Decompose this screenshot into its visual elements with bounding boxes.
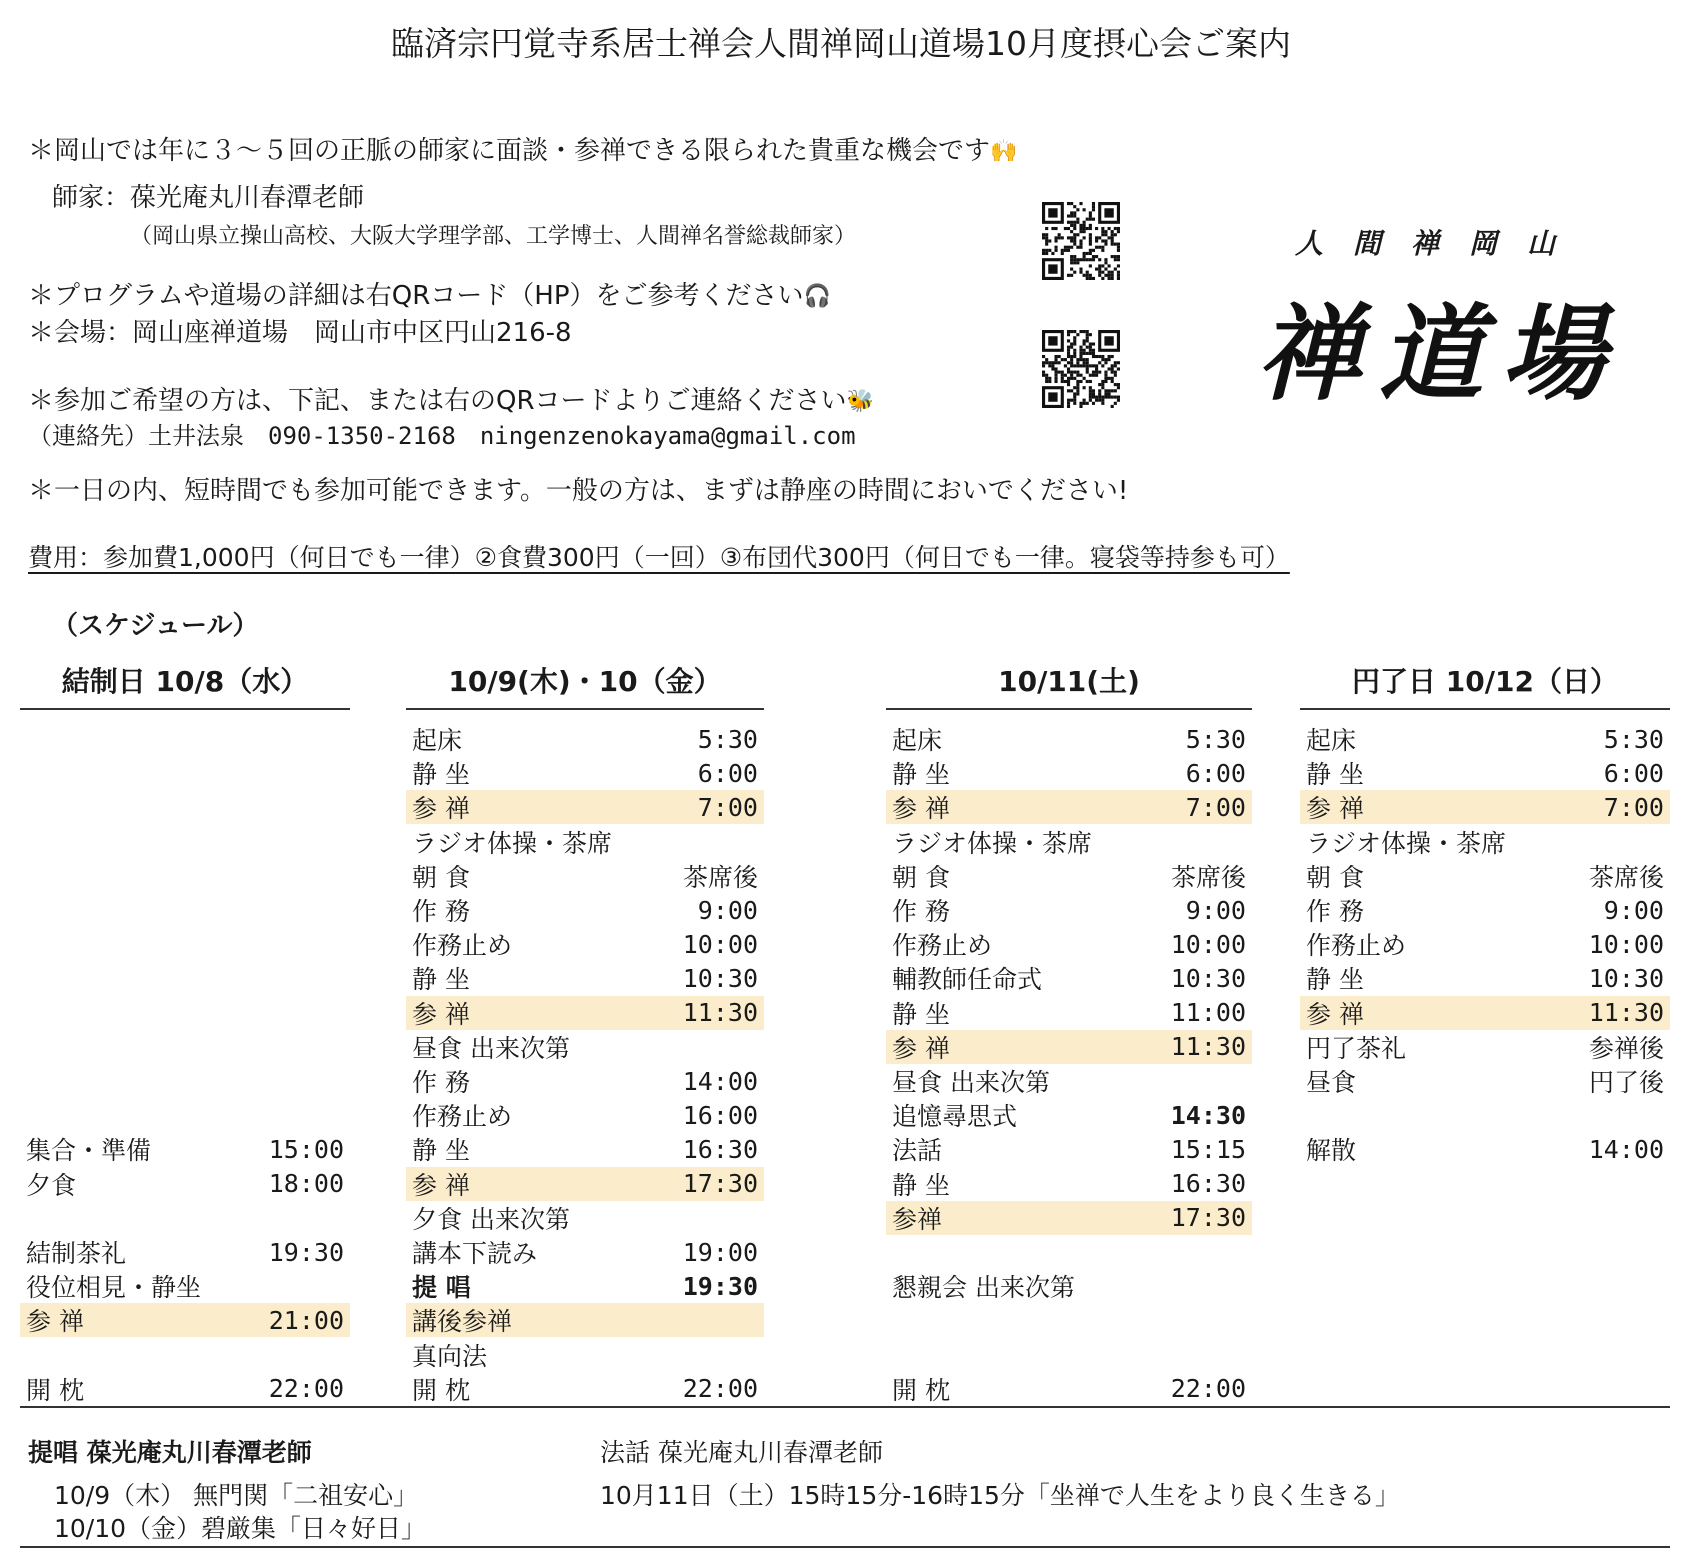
schedule-time: 17:30 [1170, 1203, 1246, 1233]
schedule-row [406, 961, 764, 995]
schedule-time: 22:00 [1170, 1374, 1246, 1404]
contact-request-text: ＊参加ご希望の方は、下記、または右のQRコードよりご連絡ください [28, 386, 847, 416]
schedule-row [406, 790, 764, 824]
bee-icon: 🐝 [846, 389, 874, 414]
schedule-activity: 昼食 出来次第 [412, 1033, 570, 1063]
page-title: 臨済宗円覚寺系居士禅会人間禅岡山道場10月度摂心会ご案内 [391, 24, 1291, 63]
schedule-label: （スケジュール） [52, 611, 259, 641]
schedule-activity: 提 唱 [412, 1273, 471, 1303]
schedule-row [406, 756, 764, 790]
schedule-activity: 参 禅 [412, 1170, 470, 1200]
schedule-time: 11:30 [1170, 1032, 1246, 1062]
dojo-logo [1240, 222, 1640, 420]
schedule-row [406, 1372, 764, 1406]
schedule-activity: ラジオ体操・茶席 [412, 828, 613, 858]
schedule-activity: 作 務 [412, 897, 470, 926]
headphones-icon: 🎧 [803, 284, 831, 309]
schedule-row [1300, 859, 1670, 893]
schedule-time: 16:30 [682, 1134, 758, 1164]
schedule-time: 19:00 [682, 1237, 758, 1267]
schedule-row [20, 1167, 350, 1201]
schedule-time: 11:30 [682, 998, 758, 1028]
schedule-activity: 法話 [892, 1136, 943, 1166]
schedule-row [20, 1372, 350, 1406]
schedule-time: 茶席後 [682, 862, 758, 892]
schedule-time: 5:30 [1603, 724, 1664, 754]
contact-details: （連絡先）土井法泉 090-1350-2168 ningenzenokayama@gmail.com [28, 422, 856, 450]
schedule-activity: 解散 [1306, 1136, 1357, 1166]
schedule-row [406, 722, 764, 756]
howa-title: 法話 葆光庵丸川春潭老師 [600, 1438, 883, 1467]
teisho-item-2: 10/10（金）碧厳集「日々好日」 [54, 1514, 427, 1543]
intro-opportunity-text: ＊岡山では年に３～５回の正脈の師家に面談・参禅できる限られた貴重な機会です [28, 136, 991, 166]
schedule-row [406, 1064, 764, 1098]
schedule-time: 15:15 [1170, 1134, 1246, 1164]
schedule-row [886, 1372, 1252, 1406]
schedule-time: 14:00 [1588, 1134, 1664, 1164]
schedule-activity: 開 枕 [412, 1375, 470, 1405]
logo-calligraphy: 禅道場 [1256, 292, 1623, 415]
teisho-item-1: 10/9（木） 無門関「二祖安心」 [54, 1481, 419, 1510]
schedule-row [406, 996, 764, 1030]
schedule-row [886, 1098, 1252, 1132]
schedule-row [1300, 756, 1670, 790]
schedule-time: 21:00 [268, 1305, 344, 1335]
schedule-time: 17:30 [682, 1169, 758, 1199]
schedule-activity: 参禅 [892, 1204, 943, 1234]
schedule-time: 9:00 [697, 895, 758, 925]
schedule-activity: 輔教師任命式 [892, 965, 1043, 995]
schedule-time: 7:00 [697, 792, 758, 822]
schedule-activity: 静 坐 [1306, 760, 1364, 790]
schedule-activity: 作 務 [892, 897, 950, 926]
schedule-row [1300, 722, 1670, 756]
schedule-time: 10:00 [1170, 929, 1246, 959]
schedule-activity: 懇親会 出来次第 [892, 1273, 1075, 1303]
schedule-time: 円了後 [1588, 1068, 1664, 1097]
schedule-activity: 作務止め [1306, 931, 1407, 961]
col-header-day5: 円了日 10/12（日） [1300, 660, 1670, 710]
short-time-note: ＊一日の内、短時間でも参加可能できます。一般の方は、まずは静座の時間においでください! [28, 476, 1129, 506]
schedule-time: 9:00 [1603, 895, 1664, 925]
schedule-activity: 静 坐 [412, 760, 470, 790]
schedule-time: 16:30 [1170, 1169, 1246, 1199]
schedule-activity: 円了茶礼 [1306, 1033, 1407, 1063]
schedule-time: 茶席後 [1170, 862, 1246, 892]
schedule-activity: 昼食 [1306, 1068, 1357, 1097]
schedule-activity: 作 務 [1306, 897, 1364, 926]
schedule-time: 14:30 [1170, 1100, 1246, 1130]
schedule-activity: 静 坐 [892, 999, 950, 1029]
schedule-activity: 起床 [892, 726, 943, 755]
schedule-activity: 講本下読み [412, 1239, 538, 1268]
schedule-time: 10:30 [682, 963, 758, 993]
schedule-activity: 静 坐 [1306, 965, 1364, 995]
schedule-time: 22:00 [682, 1374, 758, 1404]
schedule-time: 7:00 [1185, 792, 1246, 822]
schedule-row [406, 1201, 764, 1235]
schedule-activity: 静 坐 [892, 1170, 950, 1200]
contact-request-line [28, 380, 874, 417]
logo-subtitle: 人間禅岡山 [1294, 227, 1585, 260]
schedule-row [1300, 1064, 1670, 1098]
program-text: ＊プログラムや道場の詳細は右QRコード（HP）をご参考ください [28, 281, 804, 311]
schedule-row [886, 1064, 1252, 1098]
schedule-activity: 講後参禅 [412, 1307, 513, 1337]
schedule-time: 5:30 [1185, 724, 1246, 754]
schedule-activity: 夕食 出来次第 [412, 1204, 570, 1234]
schedule-activity: 参 禅 [892, 794, 950, 824]
schedule-row [886, 825, 1252, 859]
schedule-activity: 静 坐 [412, 965, 470, 995]
schedule-row [406, 1030, 764, 1064]
schedule-row [1300, 893, 1670, 927]
schedule-row [1300, 825, 1670, 859]
schedule-row [1300, 790, 1670, 824]
schedule-time: 19:30 [268, 1237, 344, 1267]
venue-line: ＊会場：岡山座禅道場 岡山市中区円山216-8 [28, 318, 572, 348]
schedule-time: 14:00 [682, 1066, 758, 1096]
col-header-day2-3: 10/9(木)・10（金） [406, 660, 764, 710]
schedule-row [20, 1132, 350, 1166]
schedule-row [886, 961, 1252, 995]
schedule-activity: 作務止め [412, 931, 513, 961]
schedule-row [1300, 996, 1670, 1030]
schedule-time: 19:30 [682, 1271, 758, 1301]
schedule-time: 6:00 [697, 758, 758, 788]
schedule-activity: ラジオ体操・茶席 [892, 828, 1093, 858]
schedule-time: 10:30 [1170, 963, 1246, 993]
col-header-day4: 10/11(土) [886, 660, 1252, 710]
schedule-row [886, 1030, 1252, 1064]
teacher-line: 師家：葆光庵丸川春潭老師 [52, 183, 365, 213]
schedule-time: 7:00 [1603, 792, 1664, 822]
schedule-time: 5:30 [697, 724, 758, 754]
intro-opportunity [28, 130, 1017, 167]
schedule-time: 9:00 [1185, 895, 1246, 925]
schedule-activity: 参 禅 [412, 999, 470, 1029]
schedule-row [1300, 1132, 1670, 1166]
schedule-activity: ラジオ体操・茶席 [1306, 828, 1507, 858]
contact-qr-code[interactable] [1042, 330, 1120, 408]
schedule-activity: 作 務 [412, 1068, 470, 1097]
schedule-activity: 静 坐 [412, 1136, 470, 1166]
schedule-activity: 開 枕 [892, 1375, 950, 1405]
schedule-activity: 参 禅 [892, 1033, 950, 1063]
schedule-time: 10:30 [1588, 963, 1664, 993]
schedule-row [886, 722, 1252, 756]
schedule-time: 18:00 [268, 1169, 344, 1199]
schedule-time: 10:00 [682, 929, 758, 959]
schedule-row [1300, 927, 1670, 961]
schedule-time: 茶席後 [1588, 862, 1664, 892]
schedule-row [886, 1167, 1252, 1201]
schedule-row [406, 1167, 764, 1201]
schedule-activity: 参 禅 [1306, 999, 1364, 1029]
schedule-row [406, 1269, 764, 1303]
schedule-activity: 参 禅 [26, 1307, 84, 1337]
schedule-activity: 参 禅 [1306, 794, 1364, 824]
fees-line: 費用：参加費1,000円（何日でも一律）②食費300円（一回）③布団代300円（何日でも一律。寝袋等持参も可） [28, 543, 1290, 572]
schedule-row [886, 790, 1252, 824]
homepage-qr-code[interactable] [1042, 202, 1120, 280]
schedule-row [406, 1098, 764, 1132]
schedule-row [406, 1132, 764, 1166]
schedule-activity: 参 禅 [412, 794, 470, 824]
schedule-activity: 開 枕 [26, 1375, 84, 1405]
schedule-divider [20, 1406, 1670, 1408]
schedule-time: 6:00 [1603, 758, 1664, 788]
schedule-activity: 朝 食 [892, 862, 950, 892]
schedule-row [406, 1338, 764, 1372]
schedule-activity: 夕食 [26, 1170, 77, 1200]
schedule-activity: 静 坐 [892, 760, 950, 790]
schedule-time: 6:00 [1185, 758, 1246, 788]
schedule-activity: 結制茶礼 [26, 1239, 127, 1268]
schedule-activity: 役位相見・静坐 [26, 1273, 202, 1303]
schedule-row [886, 996, 1252, 1030]
schedule-time: 10:00 [1588, 929, 1664, 959]
schedule-time: 15:00 [268, 1134, 344, 1164]
schedule-row [1300, 961, 1670, 995]
schedule-row [406, 1303, 764, 1337]
schedule-activity: 朝 食 [412, 862, 470, 892]
schedule-row [406, 1235, 764, 1269]
teisho-title: 提唱 葆光庵丸川春潭老師 [28, 1438, 312, 1467]
col-header-day1: 結制日 10/8（水） [20, 660, 350, 710]
schedule-activity: 昼食 出来次第 [892, 1068, 1050, 1097]
schedule-row [886, 1269, 1252, 1303]
schedule-time: 22:00 [268, 1374, 344, 1404]
schedule-row [20, 1269, 350, 1303]
schedule-row [406, 859, 764, 893]
schedule-row [406, 825, 764, 859]
schedule-row [886, 1201, 1252, 1235]
howa-item-1: 10月11日（土）15時15分-16時15分「坐禅で人生をより良く生きる」 [600, 1481, 1400, 1510]
raised-hands-icon: 🙌 [990, 139, 1018, 164]
schedule-row [886, 927, 1252, 961]
schedule-row [1300, 1030, 1670, 1064]
schedule-time: 参禅後 [1588, 1033, 1664, 1063]
schedule-activity: 集合・準備 [26, 1136, 152, 1166]
teacher-note: （岡山県立操山高校、大阪大学理学部、工学博士、人間禅名誉総裁師家） [130, 224, 857, 249]
schedule-row [886, 756, 1252, 790]
schedule-activity: 起床 [412, 726, 463, 755]
schedule-row [406, 927, 764, 961]
schedule-row [406, 893, 764, 927]
schedule-activity: 作務止め [892, 931, 993, 961]
schedule-row [20, 1303, 350, 1337]
schedule-time: 16:00 [682, 1100, 758, 1130]
bottom-divider [20, 1546, 1670, 1548]
schedule-activity: 朝 食 [1306, 862, 1364, 892]
schedule-row [886, 859, 1252, 893]
schedule-time: 11:30 [1588, 998, 1664, 1028]
schedule-row [886, 1132, 1252, 1166]
program-line [28, 275, 831, 312]
schedule-row [886, 893, 1252, 927]
schedule-activity: 真向法 [412, 1341, 488, 1371]
schedule-activity: 起床 [1306, 726, 1357, 755]
schedule-activity: 作務止め [412, 1102, 513, 1132]
schedule-row [20, 1235, 350, 1269]
schedule-time: 11:00 [1170, 998, 1246, 1028]
schedule-activity: 追憶尋思式 [892, 1102, 1018, 1132]
